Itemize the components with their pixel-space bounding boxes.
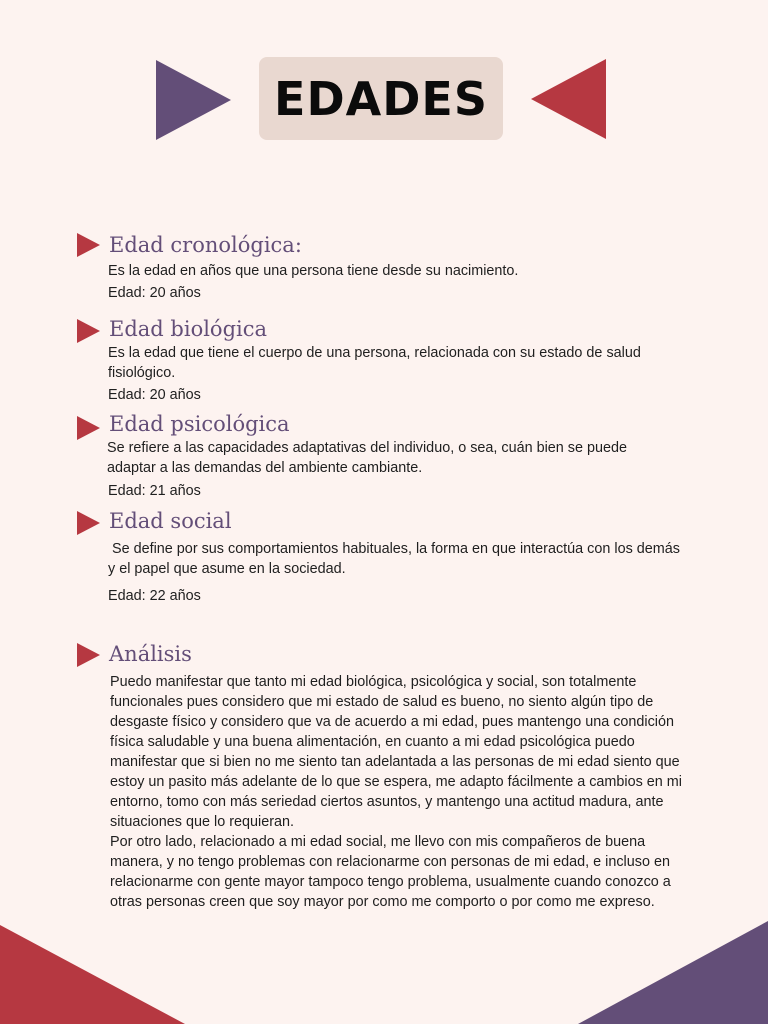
- section-age: Edad: 22 años: [108, 588, 201, 604]
- section-heading: Análisis: [109, 642, 192, 666]
- section-edad-biologica: [77, 317, 717, 407]
- section-heading: Edad cronológica:: [109, 233, 302, 257]
- section-age: Edad: 21 años: [108, 483, 201, 499]
- section-description: Se refiere a las capacidades adaptativas del individuo, o sea, cuán bien se puede adaptar a las demandas del ambiente cambiante.: [107, 440, 628, 476]
- section-analisis: [77, 642, 717, 922]
- page-title: EDADES: [274, 71, 488, 126]
- decorative-corner-left: [0, 925, 185, 1024]
- decorative-corner-right: [578, 921, 768, 1024]
- section-description: Es la edad en años que una persona tiene desde su nacimiento.: [108, 263, 519, 279]
- section-edad-psicologica: [77, 412, 717, 502]
- section-description: Se define por sus comportamientos habituales, la forma en que interactúa con los demás y el papel que asume en la sociedad.: [108, 541, 684, 577]
- section-age: Edad: 20 años: [108, 387, 201, 403]
- bullet-triangle-icon: [77, 511, 100, 535]
- decorative-triangle-left: [156, 60, 231, 140]
- title-box: [259, 57, 503, 140]
- bullet-triangle-icon: [77, 643, 100, 667]
- section-heading: Edad biológica: [109, 317, 268, 341]
- analysis-paragraph-2: Por otro lado, relacionado a mi edad social, me llevo con mis compañeros de buena manera, y no tengo problemas con relacionarme con personas de mi edad, e incluso en relacionarme con gente mayor tampoco tengo problema, usualmente cuando conozco a otras personas creen que soy mayor por como me comporto o por como me expreso.: [110, 834, 671, 910]
- section-heading: Edad social: [109, 509, 232, 533]
- section-age: Edad: 20 años: [108, 285, 201, 301]
- analysis-paragraph-1: Puedo manifestar que tanto mi edad biológica, psicológica y social, son totalmente funcionales pues considero que mi estado de salud es bueno, no siento algún tipo de desgaste físico y considero que va de acuerdo a mi edad, pues mantengo una condición física saludable y una buena alimentación, en cuanto a mi edad psicológica puedo manifestar que si bien no me siento tan adelantada a las personas de mi edad siento que estoy un pasito más adelante de lo que se espera, me adapto fácilmente a cambios en mi entorno, tomo con más seriedad ciertos asuntos, y mantengo una actitud madura, ante situaciones que lo requieran.: [110, 674, 682, 830]
- section-edad-social: [77, 509, 717, 609]
- section-edad-cronologica: [77, 233, 717, 313]
- section-description: Es la edad que tiene el cuerpo de una persona, relacionada con su estado de salud fisiológico.: [108, 345, 641, 381]
- bullet-triangle-icon: [77, 233, 100, 257]
- bullet-triangle-icon: [77, 319, 100, 343]
- section-heading: Edad psicológica: [109, 412, 290, 436]
- bullet-triangle-icon: [77, 416, 100, 440]
- decorative-triangle-right: [531, 59, 606, 139]
